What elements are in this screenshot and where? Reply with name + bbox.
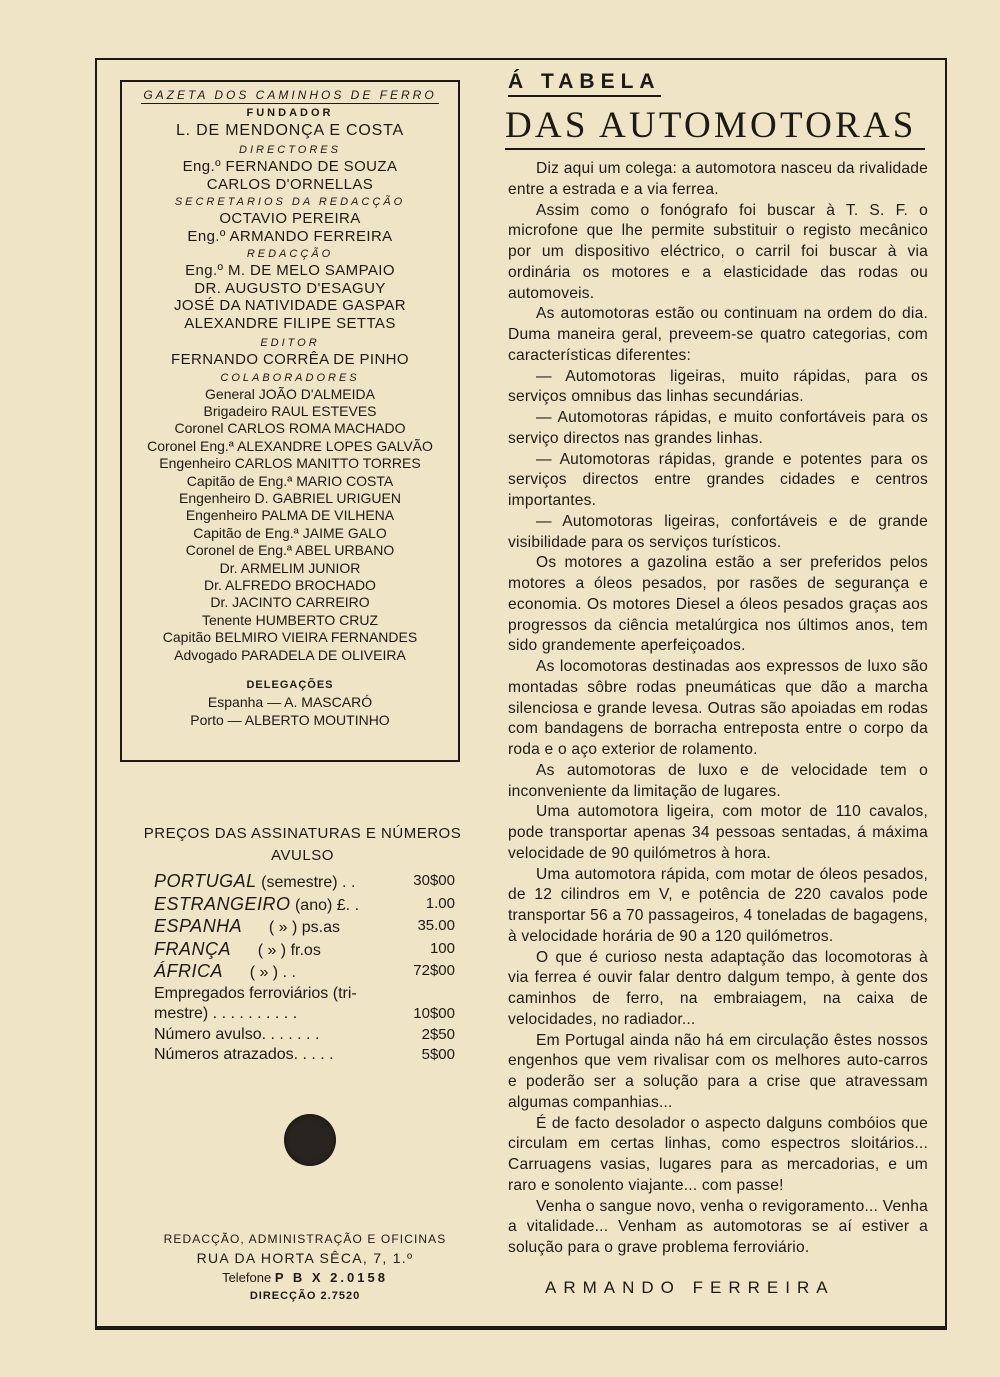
article-paragraph: Venha o sangue novo, venha o revigoramento... Venha a vitalidade... Venham as automotoras se aí estiver a solução para o grave problema ferroviário. <box>508 1197 928 1256</box>
price-row <box>130 1004 475 1025</box>
price-detail: ( » ) fr.os <box>231 941 321 959</box>
redaccao-name: ALEXANDRE FILIPE SETTAS <box>184 314 396 332</box>
price-row <box>130 916 475 939</box>
article-paragraph: Diz aqui um colega: a automotora nasceu da rivalidade entre a estrada e a via ferrea. <box>508 160 928 198</box>
article-paragraph: Assim como o fonógrafo foi buscar à T. S. F. o microfone que lhe permite substituir o registo mecânico por um dispositivo eléctrico, o carril foi buscar à via ordinária os motores e a elasticidade das rodas ou automoveis. <box>508 201 928 302</box>
secretary-name: OCTAVIO PEREIRA <box>219 210 361 227</box>
collaborator-name: Engenheiro D. GABRIEL URIGUEN <box>178 489 401 506</box>
redaccao-name: DR. AUGUSTO D'ESAGUY <box>194 279 386 297</box>
editor-heading: EDITOR <box>260 337 320 349</box>
article-author: ARMANDO FERREIRA <box>545 1278 835 1297</box>
article-paragraph: — Automotoras ligeiras, confortáveis e de grande visibilidade para os serviços turísticos. <box>508 512 928 551</box>
ink-seal <box>284 1114 336 1166</box>
price-country: PORTUGAL <box>154 871 257 891</box>
founder-heading: FUNDADOR <box>246 107 334 119</box>
price-detail: ( » ) ps.as <box>242 919 341 936</box>
redaccao-name: Eng.º M. DE MELO SAMPAIO <box>185 262 395 279</box>
article-paragraph: Uma automotora ligeira, com motor de 110 cavalos, pode transportar apenas 34 pessoas sentadas, á máxima velocidade de 90 quilómetros à hora. <box>508 803 928 862</box>
delegation-entry: Porto — ALBERTO MOUTINHO <box>190 712 390 728</box>
price-value: 35.00 <box>417 917 455 934</box>
director-name: Eng.º FERNANDO DE SOUZA <box>182 158 398 175</box>
price-country: FRANÇA <box>154 938 232 959</box>
collaborator-name: Tenente HUMBERTO CRUZ <box>201 611 379 628</box>
prices-title: PREÇOS DAS ASSINATURAS E NÚMEROS <box>143 825 462 842</box>
address-offices: REDACÇÃO, ADMINISTRAÇÃO E OFICINAS <box>163 1232 447 1246</box>
collaborator-name: Brigadeiro RAUL ESTEVES <box>203 402 377 419</box>
price-value: 72$00 <box>413 962 455 979</box>
subscription-prices <box>130 823 475 1066</box>
price-value: 100 <box>429 939 455 957</box>
collaborator-name: Capitão de Eng.ª JAIME GALO <box>193 524 387 541</box>
collaborator-name: Capitão de Eng.ª MARIO COSTA <box>186 472 394 489</box>
price-value: 2$50 <box>421 1025 455 1043</box>
directors-heading: DIRECTORES <box>239 144 341 156</box>
back-issue-label: Números atrazados. . . . . <box>154 1046 334 1063</box>
collaborators-heading: COLABORADORES <box>220 371 360 384</box>
redaccao-heading: REDACÇÃO <box>246 248 334 260</box>
collaborator-name: Coronel CARLOS ROMA MACHADO <box>174 420 406 437</box>
price-value: 30$00 <box>413 872 455 889</box>
article-paragraph: — Automotoras rápidas, e muito confortáveis para os serviço directos nas grandes linhas. <box>508 409 928 447</box>
secretaries-heading: SECRETARIOS DA REDACÇÃO <box>174 196 406 208</box>
bottom-rule <box>95 1328 947 1330</box>
article-paragraph: O que é curioso nesta adaptação das locomotoras à via ferrea é ouvir falar dentro dalgum tempo, à gente dos caminhos de ferro, na embraiagem, na caixa de velocidades, no radiador... <box>508 948 928 1028</box>
single-issue-label: Número avulso. . . . . . . <box>154 1025 320 1043</box>
price-value: 10$00 <box>413 1005 455 1022</box>
address-block <box>140 1230 470 1304</box>
collaborator-name: Coronel de Eng.ª ABEL URBANO <box>185 542 395 559</box>
gazette-title: GAZETA DOS CAMINHOS DE FERRO <box>143 88 437 102</box>
secretary-name: Eng.º ARMANDO FERREIRA <box>187 227 393 245</box>
collaborator-name: Dr. JACINTO CARREIRO <box>210 594 370 611</box>
price-row <box>130 871 475 894</box>
prices-title-cont: AVULSO <box>271 847 334 864</box>
collaborator-name: Capitão BELMIRO VIEIRA FERNANDES <box>162 629 418 646</box>
collaborator-name: Engenheiro PALMA DE VILHENA <box>185 507 395 524</box>
address-phone <box>140 1268 470 1288</box>
article-kicker: Á TABELA <box>508 70 661 97</box>
price-country: ÁFRICA <box>154 961 224 981</box>
article-paragraph: As automotoras de luxo e de velocidade tem o inconveniente da limitação de lugares. <box>508 761 928 800</box>
employees-label-cont: mestre) . . . . . . . . . . <box>154 1005 298 1022</box>
founder-name: L. DE MENDONÇA E COSTA <box>175 122 404 139</box>
headline-rule <box>505 148 925 150</box>
article-paragraph: — Automotoras ligeiras, muito rápidas, para os serviços omnibus das linhas secundárias. <box>508 367 928 406</box>
price-row <box>130 939 475 962</box>
price-country: ESPANHA <box>154 916 243 936</box>
price-country: ESTRANGEIRO <box>154 893 291 914</box>
delegations-heading: DELEGAÇÕES <box>246 679 334 691</box>
employees-label: Empregados ferroviários (tri- <box>154 984 357 1002</box>
price-value: 5$00 <box>421 1046 455 1063</box>
article-body <box>508 159 928 1259</box>
price-detail: (ano) £. . <box>290 896 360 914</box>
collaborator-name: General JOÃO D'ALMEIDA <box>205 385 375 402</box>
article-paragraph: Uma automotora rápida, com motar de óleos pesados, de 12 cilindros em V, e potência de 220 cavalos pode transportar 56 a 70 passageiros, 4 toneladas de bagagens, à velocidade horária de 90 a 120 quilómetros. <box>508 865 928 945</box>
price-detail: (semestre) . . <box>256 874 356 891</box>
article-paragraph: As locomotoras destinadas aos expressos de luxo são montadas sôbre rodas pneumáticas que dão a marcha silenciosa e grande levesa. Outras são apoiadas em rodas com bandagens de borracha entreposta entre o corpo da roda e o aço exterior de rolamento. <box>508 658 928 758</box>
article-paragraph: — Automotoras rápidas, grande e potentes para os serviços directos entre grandes cidades e centros importantes. <box>508 450 928 509</box>
article-paragraph: Os motores a gazolina estão a ser preferidos pelos motores a óleos pesados, por rasões de segurança e economia. Os motores Diesel a óleos pesados graças aos progressos da ciência metalúrgica nos últimos anos, tem sido grandemente aperfeiçoados. <box>508 554 928 655</box>
collaborator-name: Engenheiro CARLOS MANITTO TORRES <box>159 455 421 472</box>
price-row <box>130 1045 475 1066</box>
address-direction: DIRECÇÃO 2.7520 <box>249 1290 361 1302</box>
article-paragraph: Em Portugal ainda não há em circulação êstes nossos engenhos que vem rivalisar com os melhores auto-carros e poderão ser a solução para a crise que atravessam algumas companhias... <box>508 1031 928 1111</box>
address-street: RUA DA HORTA SÊCA, 7, 1.º <box>196 1250 414 1266</box>
collaborator-name: Advogado PARADELA DE OLIVEIRA <box>174 646 406 663</box>
price-row <box>130 1025 475 1046</box>
article-headline: DAS AUTOMOTORAS <box>505 105 917 146</box>
collaborator-name: Dr. ARMELIM JUNIOR <box>219 559 361 576</box>
editor-name: FERNANDO CORRÊA DE PINHO <box>171 351 409 368</box>
collaborator-name: Coronel Eng.ª ALEXANDRE LOPES GALVÃO <box>147 437 433 454</box>
price-detail: ( » ) . . <box>223 964 296 981</box>
phone-number: P B X 2.0158 <box>274 1270 388 1285</box>
price-row <box>130 894 475 917</box>
article-paragraph: As automotoras estão ou continuam na ordem do dia. Duma maneira geral, preveem-se quatro categorias, com características diferentes: <box>508 305 928 364</box>
phone-label: Telefone <box>222 1270 272 1285</box>
masthead-box <box>120 80 460 762</box>
price-value: 1.00 <box>425 894 455 912</box>
article-paragraph: É de facto desolador o aspecto dalguns combóios que circulam em certas linhas, como espectros sloitários... Carruagens vasias, lugares para as mercadorias, e um raro e sonolento viajante... com passe! <box>508 1114 928 1194</box>
collaborator-name: Dr. ALFREDO BROCHADO <box>204 576 376 593</box>
price-row <box>130 961 475 984</box>
delegation-entry: Espanha — A. MASCARÓ <box>207 694 373 710</box>
redaccao-name: JOSÉ DA NATIVIDADE GASPAR <box>174 297 406 314</box>
director-name: CARLOS D'ORNELLAS <box>206 175 374 193</box>
